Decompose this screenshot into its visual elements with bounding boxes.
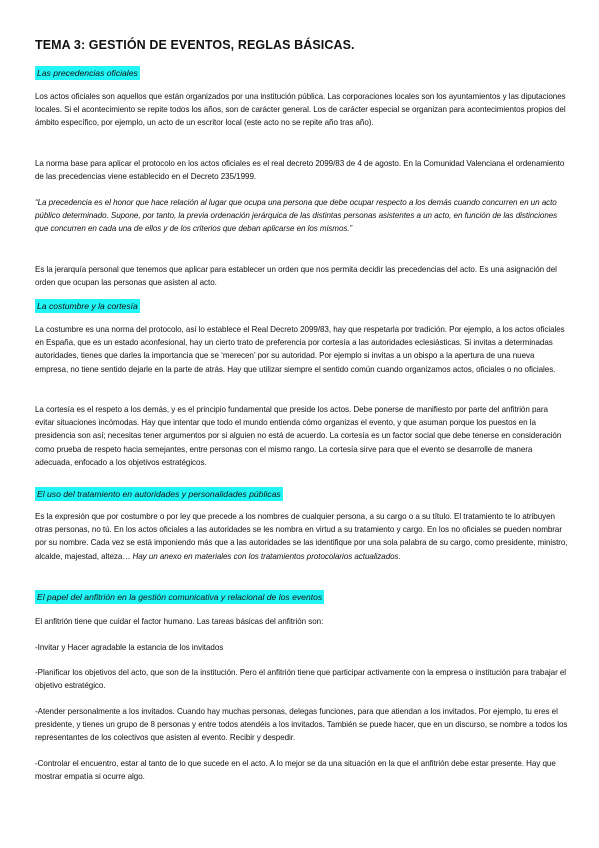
list-item: -Controlar el encuentro, estar al tanto de lo que sucede en el acto. A lo mejor se da una situación en la que el anfitrión debe estar presente. Hay que mostrar empatía si ocurre algo. bbox=[35, 759, 556, 782]
paragraph: La cortesía es el respeto a los demás, y es el principio fundamental que preside los actos. Debe ponerse de manifiesto por parte del anfitrión para evitar situaciones incómodas. Hay que intentar que todo el mundo entienda cómo organizas el evento, y que asuman porque los puestos en la presidencia son así; necesitas tener argumentos por si alguien no está de acuerdo. La cortesía es un factor social que debe tenerse en consideración como prueba de respeto hacia semejantes, entre personas con el mismo rango. La cortesía sirve para que el evento se desarrolle de manera adecuada, enfocado a los objetivos estratégicos. bbox=[35, 405, 562, 467]
paragraph: Es la jerarquía personal que tenemos que aplicar para establecer un orden que nos permita decidir las precedencias del acto. Es una asignación del orden que ocupan las personas que asisten al acto. bbox=[35, 265, 557, 288]
paragraph: La costumbre es una norma del protocolo, así lo establece el Real Decreto 2099/83, hay que respetarla por tradición. Por ejemplo, a los actos oficiales en España, que es un estado aconfesional, hay un cierto trato de preferencia por cortesía a las autoridades eclesiásticas. Si invitas a determinadas autoridades, tienes que darles la importancia que se ‘merecen’ por su autoridad. Por ejemplo si invitas a un obispo a la apertura de una nueva empresa, no tiene sentido dejarle en la parte de atrás. Hay que utilizar siempre el sentido común cuando organizamos actos, oficiales o no oficiales. bbox=[35, 325, 565, 374]
paragraph: Los actos oficiales son aquellos que están organizados por una institución pública. Las corporaciones locales son los ayuntamientos y las diputaciones locales. Si el acontecimiento se repite todos los años, son de carácter general. Los de carácter especial se organizan para acontecimientos propios del ámbito específico, por ejemplo, un acto de un escritor local (este acto no se repite año tras año). bbox=[35, 92, 566, 128]
section-heading-anfitrion: El papel del anfitrión en la gestión comunicativa y relacional de los eventos bbox=[37, 592, 323, 602]
paragraph-text: Es la expresión que por costumbre o por ley que precede a los nombres de cualquier persona, a su cargo o a su título. El tratamiento te lo atribuyen otras personas, no tú. En los actos oficiales a las autoridades se les nombra en virtud a su tratamiento y cargo. En los no oficiales se pueden nombrar por su nombre. Cada vez se está imponiendo más que a las autoridades se las identifique por una sola palabra de su cargo, como presidente, ministro, alcalde, majestad, alteza… bbox=[35, 512, 568, 561]
paragraph: La norma base para aplicar el protocolo en los actos oficiales es el real decreto 2099/83 de 4 de agosto. En la Comunidad Valenciana el ordenamiento de las precedencias viene establecido en el Decreto 235/1999. bbox=[35, 159, 565, 182]
list-item: -Atender personalmente a los invitados. Cuando hay muchas personas, delegas funciones, para que atiendan a los invitados. Por ejemplo, tu eres el presidente, y tienes un grupo de 8 personas y entre todos atendéis a los invitados. También se puede hacer, que en un discurso, se nombre a todos los representantes de los colectivos que asisten al evento. Recibir y despedir. bbox=[35, 707, 568, 743]
quote-paragraph: “La precedencia es el honor que hace relación al lugar que ocupa una persona que debe ocupar respecto a los demás cuando concurren en un acto público determinado. Supone, por tanto, la previa ordenación jerárquica de las distintas personas asistentes a un acto, en función de las distinciones que concurren en cada una de ellos y de los criterios que deban aplicarse en los mismos.” bbox=[35, 198, 558, 234]
paragraph: El anfitrión tiene que cuidar el factor humano. Las tareas básicas del anfitrión son: bbox=[35, 617, 324, 626]
section-heading-precedencias: Las precedencias oficiales bbox=[37, 68, 138, 78]
section-heading-costumbre: La costumbre y la cortesía bbox=[37, 301, 138, 311]
paragraph-italic-note: Hay un anexo en materiales con los tratamientos protocolarios actualizados. bbox=[132, 551, 401, 561]
paragraph bbox=[35, 510, 569, 563]
section-heading-tratamiento: El uso del tratamiento en autoridades y personalidades públicas bbox=[37, 489, 281, 499]
list-item: -Invitar y Hacer agradable la estancia de los invitados bbox=[35, 643, 224, 652]
list-item: -Planificar los objetivos del acto, que son de la institución. Pero el anfitrión tiene que participar activamente con la empresa o institución para trabajar el objetivo estratégico. bbox=[35, 668, 567, 691]
page-title: TEMA 3: GESTIÓN DE EVENTOS, REGLAS BÁSICAS. bbox=[35, 38, 355, 52]
